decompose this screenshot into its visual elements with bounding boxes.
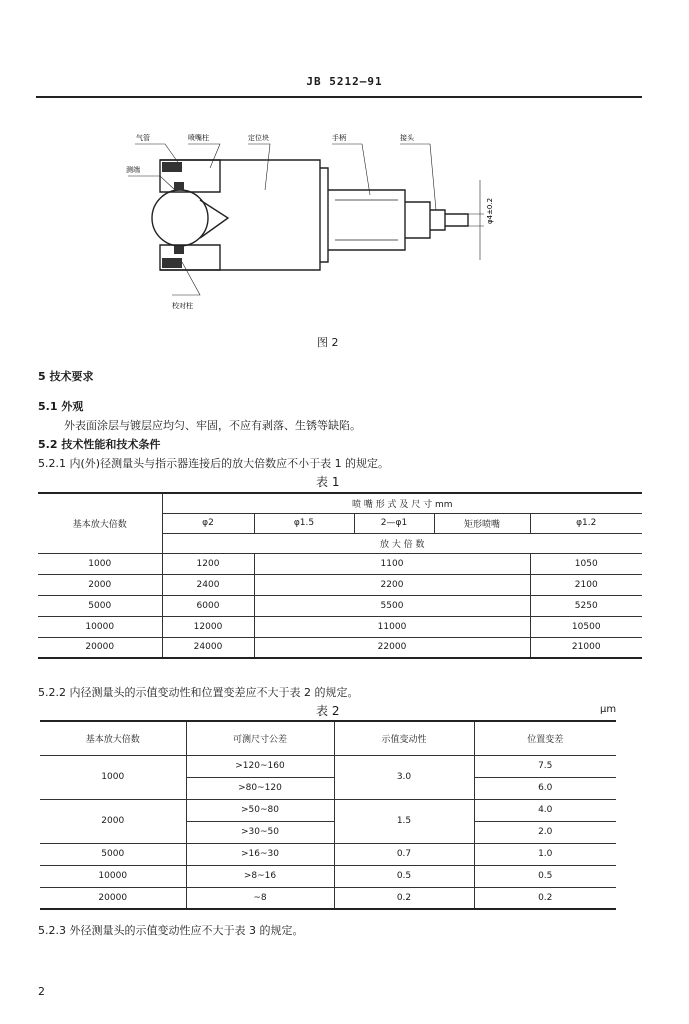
page-number: 2 bbox=[38, 985, 45, 998]
table-2-header: 可测尺寸公差 bbox=[186, 721, 334, 755]
table-2-cell: >30~50 bbox=[186, 821, 334, 843]
figure-2-drawing bbox=[100, 120, 530, 320]
table-2-cell: 1.0 bbox=[474, 843, 616, 865]
table-2-unit: μm bbox=[600, 704, 617, 715]
table-2-cell: 20000 bbox=[40, 887, 186, 909]
table-1-cell: 2100 bbox=[530, 574, 642, 595]
table-1-cell: 1000 bbox=[38, 553, 162, 574]
table-1-cell: 2000 bbox=[38, 574, 162, 595]
table-1-cell: 6000 bbox=[162, 595, 254, 616]
table-2-cell: 1000 bbox=[40, 755, 186, 799]
table-2-cell: 0.2 bbox=[334, 887, 474, 909]
table-2-title: 表 2 bbox=[316, 704, 340, 718]
table-1-title: 表 1 bbox=[316, 475, 340, 489]
table-2-cell: >50~80 bbox=[186, 799, 334, 821]
table-2-cell: 4.0 bbox=[474, 799, 616, 821]
table-2-cell: 10000 bbox=[40, 865, 186, 887]
table-1-nozzle-1: φ2 bbox=[162, 513, 254, 533]
table-2-cell: >16~30 bbox=[186, 843, 334, 865]
document-header: JB 5212—91 bbox=[306, 75, 383, 88]
table-2-cell: 5000 bbox=[40, 843, 186, 865]
table-1-nozzle-5: φ1.2 bbox=[530, 513, 642, 533]
table-1 bbox=[38, 492, 642, 659]
table-1-cell: 2400 bbox=[162, 574, 254, 595]
table-1-nozzle-3: 2—φ1 bbox=[354, 513, 434, 533]
table-2-header: 示值变动性 bbox=[334, 721, 474, 755]
section-5-1-heading: 5.1 外观 bbox=[38, 400, 84, 413]
table-1-nozzle-4: 矩形喷嘴 bbox=[434, 513, 530, 533]
label-handle: 手柄 bbox=[332, 134, 346, 142]
table-1-cell: 20000 bbox=[38, 637, 162, 658]
table-1-cell: 24000 bbox=[162, 637, 254, 658]
label-air-hole: 气管 bbox=[136, 134, 150, 142]
table-1-cell: 5000 bbox=[38, 595, 162, 616]
label-nozzle-column: 喷嘴柱 bbox=[188, 134, 209, 142]
section-5-2-1-text: 5.2.1 内(外)径测量头与指示器连接后的放大倍数应不小于表 1 的规定。 bbox=[38, 457, 390, 470]
section-5-2-3-text: 5.2.3 外径测量头的示值变动性应不大于表 3 的规定。 bbox=[38, 924, 304, 937]
table-1-cell: 5250 bbox=[530, 595, 642, 616]
table-2-cell: >8~16 bbox=[186, 865, 334, 887]
table-1-nozzle-2: φ1.5 bbox=[254, 513, 354, 533]
table-1-cell: 11000 bbox=[254, 616, 530, 637]
table-1-row-header: 基本放大倍数 bbox=[38, 493, 162, 553]
figure-caption: 图 2 bbox=[317, 336, 339, 349]
header-rule bbox=[36, 96, 642, 98]
table-2-cell: 1.5 bbox=[334, 799, 474, 843]
section-5-2-heading: 5.2 技术性能和技术条件 bbox=[38, 438, 161, 451]
section-5-1-text: 外表面涂层与镀层应均匀、牢固，不应有剥落、生锈等缺陷。 bbox=[64, 419, 361, 432]
table-2-cell: 7.5 bbox=[474, 755, 616, 777]
table-2-cell: >120~160 bbox=[186, 755, 334, 777]
table-2-cell: 0.5 bbox=[474, 865, 616, 887]
table-1-cell: 10000 bbox=[38, 616, 162, 637]
table-2-header: 基本放大倍数 bbox=[40, 721, 186, 755]
table-1-cell: 21000 bbox=[530, 637, 642, 658]
table-1-cell: 22000 bbox=[254, 637, 530, 658]
table-2-cell: 0.7 bbox=[334, 843, 474, 865]
table-1-cell: 5500 bbox=[254, 595, 530, 616]
table-2-cell: ~8 bbox=[186, 887, 334, 909]
label-diameter: φ4±0.2 bbox=[486, 197, 494, 224]
table-2-cell: 2.0 bbox=[474, 821, 616, 843]
table-1-group-header: 喷 嘴 形 式 及 尺 寸 mm bbox=[162, 493, 642, 513]
table-1-sub-header: 放 大 倍 数 bbox=[162, 533, 642, 553]
section-5-2-2-text: 5.2.2 内径测量头的示值变动性和位置变差应不大于表 2 的规定。 bbox=[38, 686, 359, 699]
label-contact: 测端 bbox=[126, 166, 140, 174]
table-2-cell: 6.0 bbox=[474, 777, 616, 799]
table-1-cell: 2200 bbox=[254, 574, 530, 595]
table-2-cell: 3.0 bbox=[334, 755, 474, 799]
section-5-heading: 5 技术要求 bbox=[38, 370, 94, 383]
table-2-cell: 0.2 bbox=[474, 887, 616, 909]
label-locating-block: 定位块 bbox=[248, 134, 269, 142]
table-1-cell: 12000 bbox=[162, 616, 254, 637]
label-connector: 接头 bbox=[400, 134, 414, 142]
table-1-cell: 10500 bbox=[530, 616, 642, 637]
table-2 bbox=[40, 720, 616, 910]
table-2-cell: 2000 bbox=[40, 799, 186, 843]
table-1-cell: 1100 bbox=[254, 553, 530, 574]
table-2-cell: 0.5 bbox=[334, 865, 474, 887]
table-2-cell: >80~120 bbox=[186, 777, 334, 799]
label-calib-column: 校对柱 bbox=[172, 302, 193, 310]
table-1-cell: 1200 bbox=[162, 553, 254, 574]
table-1-cell: 1050 bbox=[530, 553, 642, 574]
table-2-header: 位置变差 bbox=[474, 721, 616, 755]
